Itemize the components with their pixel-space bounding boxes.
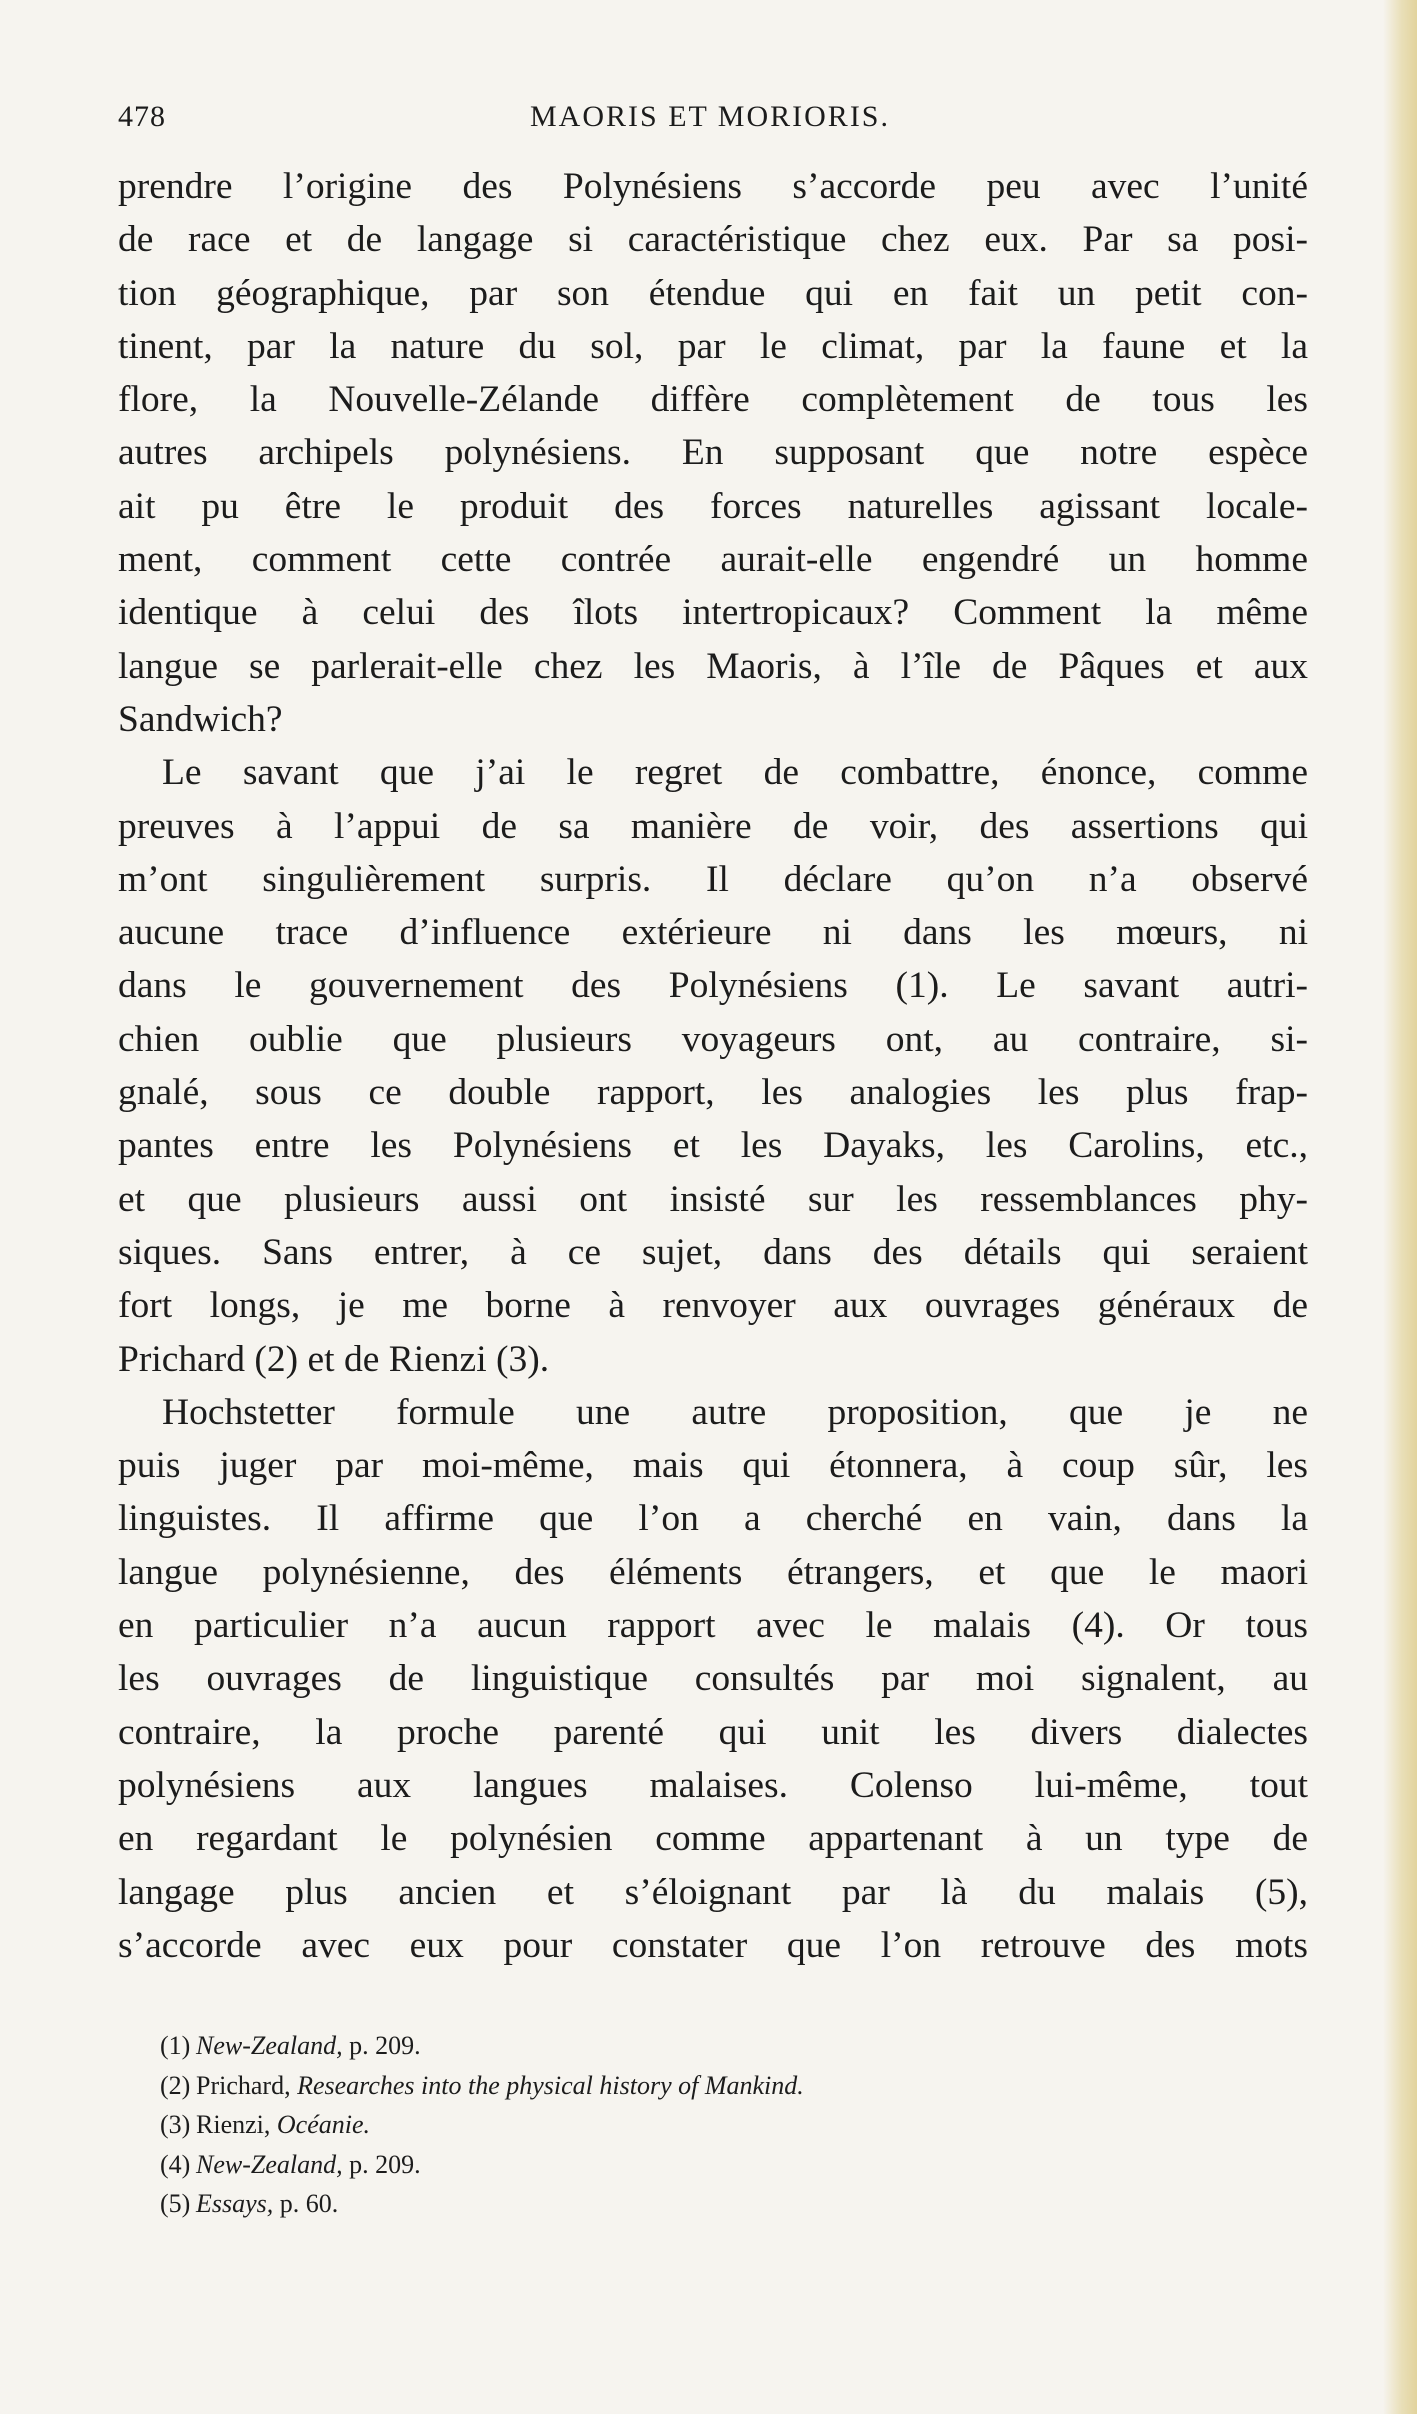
footnote-number: (2) (160, 2070, 191, 2100)
text-line: Hochstetter formule une autre proposition, que je ne (162, 1391, 1308, 1433)
text-line: les ouvrages de linguistique consultés par moi signalent, au (118, 1658, 1308, 1700)
footnote (160, 2184, 1260, 2224)
footnote-rest: p. 209. (342, 2149, 421, 2179)
footnote-rest: p. 209. (342, 2031, 421, 2060)
footnote-number: (4) (160, 2149, 191, 2179)
footnote-number: (3) (160, 2110, 191, 2139)
text-line: dans le gouvernement des Polynésiens (1). Le savant autri- (118, 965, 1308, 1007)
footnote (160, 2026, 1260, 2066)
footnote-title: Océanie. (276, 2110, 370, 2139)
paragraph-2 (118, 746, 1308, 1386)
text-line: polynésiens aux langues malaises. Colenso lui-même, tout (118, 1764, 1308, 1806)
text-line: contraire, la proche parenté qui unit les divers dialectes (118, 1711, 1308, 1753)
footnote-number: (5) (160, 2189, 191, 2218)
page-number: 478 (118, 100, 166, 133)
footnote (160, 2066, 1260, 2106)
text-line: tinent, par la nature du sol, par le climat, par la faune et la (118, 325, 1308, 367)
text-line: et que plusieurs aussi ont insisté sur les ressemblances phy- (118, 1178, 1308, 1220)
footnote-title: New-Zealand, (196, 2149, 343, 2179)
running-title: MAORIS ET MORIORIS. (530, 100, 890, 133)
footnote-title: New-Zealand, (196, 2031, 343, 2060)
text-line: fort longs, je me borne à renvoyer aux ouvrages généraux de (118, 1285, 1308, 1327)
text-line: linguistes. Il affirme que l’on a cherché en vain, dans la (118, 1498, 1308, 1540)
text-line: langue se parlerait-elle chez les Maoris, à l’île de Pâques et aux (118, 645, 1308, 687)
text-line: langue polynésienne, des éléments étrangers, et que le maori (118, 1551, 1308, 1593)
text-line: Prichard (2) et de Rienzi (3). (118, 1338, 550, 1380)
text-line: preuves à l’appui de sa manière de voir, des assertions qui (118, 805, 1308, 847)
text-line: aucune trace d’influence extérieure ni dans les mœurs, ni (118, 912, 1308, 954)
text-line: chien oublie que plusieurs voyageurs ont, au contraire, si- (118, 1018, 1308, 1060)
text-line: de race et de langage si caractéristique chez eux. Par sa posi- (118, 219, 1308, 261)
text-line: Sandwich? (118, 698, 283, 740)
text-line: gnalé, sous ce double rapport, les analogies les plus frap- (118, 1072, 1308, 1114)
text-line: langage plus ancien et s’éloignant par là du malais (5), (118, 1871, 1308, 1913)
text-line: prendre l’origine des Polynésiens s’accorde peu avec l’unité (118, 166, 1308, 207)
text-line: ment, comment cette contrée aurait-elle engendré un homme (118, 539, 1308, 581)
text-line: siques. Sans entrer, à ce sujet, dans des détails qui seraient (118, 1231, 1308, 1273)
body-text (118, 160, 1308, 1972)
footnotes (160, 2026, 1260, 2224)
page-edge-shading (1383, 0, 1417, 2414)
text-line: autres archipels polynésiens. En supposant que notre espèce (118, 432, 1308, 474)
footnote (160, 2145, 1260, 2185)
text-line: en regardant le polynésien comme appartenant à un type de (118, 1818, 1308, 1860)
footnote (160, 2105, 1260, 2145)
paragraph-3 (118, 1386, 1308, 1972)
paragraph-1 (118, 160, 1308, 746)
text-line: m’ont singulièrement surpris. Il déclare qu’on n’a observé (118, 858, 1308, 900)
footnote-author: Prichard, (196, 2070, 298, 2100)
text-line: Le savant que j’ai le regret de combattre, énonce, comme (162, 752, 1308, 794)
text-line: flore, la Nouvelle-Zélande diffère complètement de tous les (118, 379, 1308, 421)
footnote-title: Researches into the physical history of Mankind. (297, 2070, 804, 2100)
footnote-title: Essays, (196, 2189, 274, 2218)
running-head (118, 100, 1302, 140)
text-line: identique à celui des îlots intertropicaux? Comment la même (118, 592, 1308, 634)
footnote-rest: p. 60. (273, 2189, 339, 2218)
text-line: puis juger par moi-même, mais qui étonnera, à coup sûr, les (118, 1445, 1308, 1487)
text-line: en particulier n’a aucun rapport avec le malais (4). Or tous (118, 1605, 1308, 1647)
footnote-author: Rienzi, (196, 2110, 277, 2139)
footnote-number: (1) (160, 2031, 191, 2060)
text-line: tion géographique, par son étendue qui en fait un petit con- (118, 272, 1308, 314)
text-line: pantes entre les Polynésiens et les Dayaks, les Carolins, etc., (118, 1125, 1308, 1167)
text-line: s’accorde avec eux pour constater que l’on retrouve des mots (118, 1924, 1308, 1966)
text-line: ait pu être le produit des forces naturelles agissant locale- (118, 485, 1308, 527)
